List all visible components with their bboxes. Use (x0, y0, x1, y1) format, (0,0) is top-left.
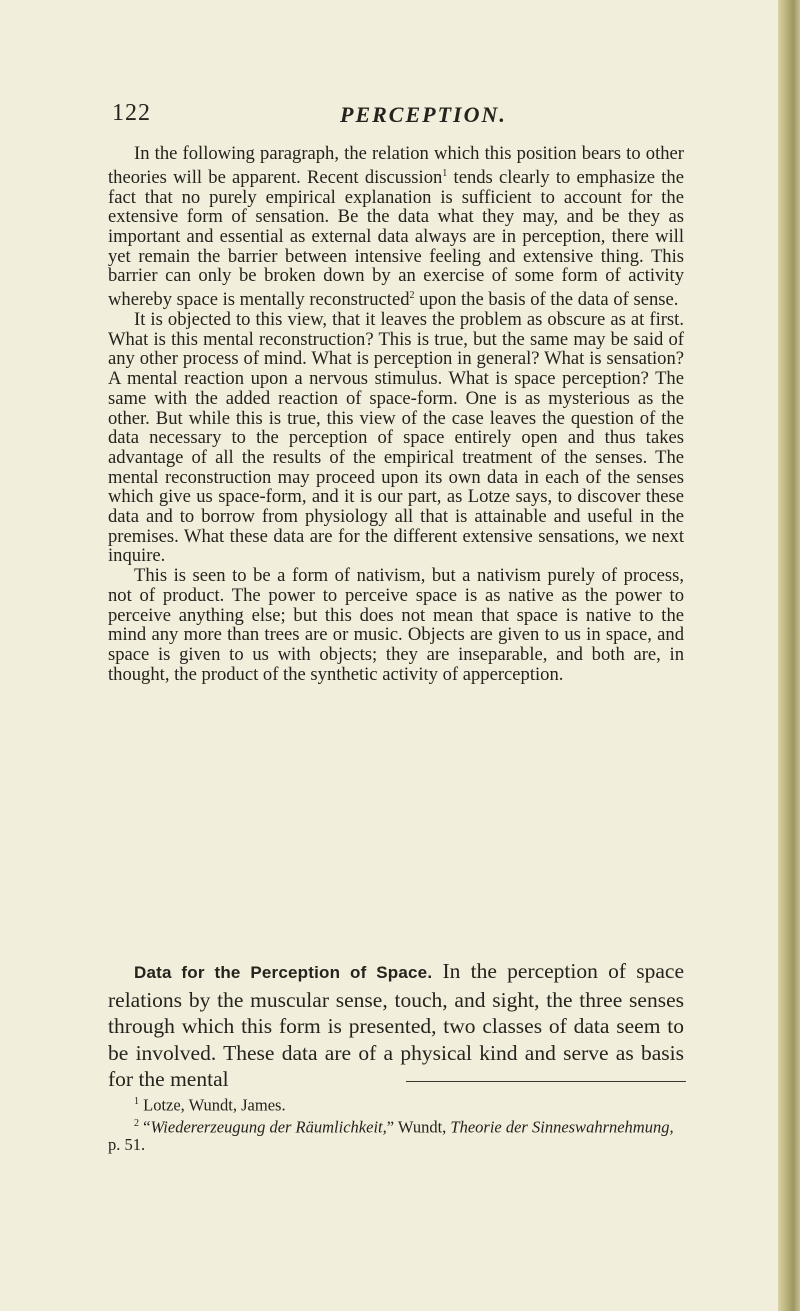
footnote-2-title: Wiedererzeugung der Räumlichkeit, (150, 1117, 387, 1136)
section-heading: Data for the Perception of Space. (134, 963, 433, 982)
footnote-rule (406, 1081, 686, 1082)
page-edge (778, 0, 800, 1311)
paragraph-1-part-c: upon the basis of the data of sense. (419, 289, 679, 311)
footnote-2-close-quote: ” (386, 1117, 395, 1136)
footnotes (108, 1093, 684, 1154)
paragraph-1-part-a: In the following paragraph, the relation which this position bears to other theories will be apparent. Recent discussion (108, 143, 684, 188)
paragraph-2: It is objected to this view, that it leaves the problem as obscure as at first. What is this mental reconstruction? This is true, but the same may be said of any other process of mind. What is perception in general? What is sensation? A mental reaction upon a nervous stimulus. What is space perception? The same with the added reaction of space-form. One is as mysterious as the other. But while this is true, this view of the case leaves the question of the data necessary to the perception of space entirely open and thus takes advantage of all the results of the empirical treatment of the senses. The mental reconstruction may proceed upon its own data in each of the senses which give us space-form, and it is our part, as Lotze says, to discover these data and to borrow from physiology all that is attainable and useful in the premises. What these data are for the different extensive sensations, we next inquire. (108, 309, 684, 567)
footnote-ref-2: 2 (409, 290, 415, 302)
footnote-1 (108, 1093, 684, 1115)
footnote-ref-1: 1 (442, 167, 448, 179)
footnote-2-mark: 2 (134, 1117, 139, 1129)
footnote-1-mark: 1 (134, 1096, 139, 1107)
section-paragraph (108, 958, 684, 1093)
section-data-for-perception-of-space (108, 958, 684, 1093)
running-title: PERCEPTION. (340, 102, 507, 127)
paragraph-3: This is seen to be a form of nativism, but a nativism purely of process, not of product. The power to perceive space is as native as the power to perceive anything else; but this does not mean that space is native to the mind any more than trees are or music. Objects are given to us in space, and space is given to us with objects; they are inseparable, and both are, in thought, the product of the synthetic activity of apperception. (108, 565, 684, 685)
footnote-1-text: Lotze, Wundt, James. (143, 1095, 286, 1115)
body-text (108, 144, 684, 684)
footnote-2-open-quote: “ (143, 1117, 151, 1136)
footnote-2-book: Theorie der Sinneswahrnehmung, (450, 1117, 674, 1136)
page-number: 122 (112, 100, 151, 126)
paragraph-1-part-b: tends clearly to emphasize the fact that no purely empirical explanation is sufficient to account for the extensive form of sensation. Be the data what they may, and be they as important and essential as external data always are in perception, there will yet remain the barrier between intensive feeling and extensive thing. This barrier can only be broken down by an exercise of some form of activity whereby space is mentally reconstructed (108, 166, 684, 311)
section-text: In the perception of space relations by the muscular sense, touch, and sight, the three senses through which this form is presented, two classes of data seem to be involved. These data are of a physical kind and serve as basis for the mental (108, 959, 685, 1091)
footnote-2 (108, 1115, 684, 1155)
footnote-2-author: Wundt, (397, 1117, 447, 1136)
footnote-2-page: p. 51. (108, 1135, 146, 1154)
paragraph-1 (108, 144, 684, 310)
page-header (0, 100, 780, 140)
